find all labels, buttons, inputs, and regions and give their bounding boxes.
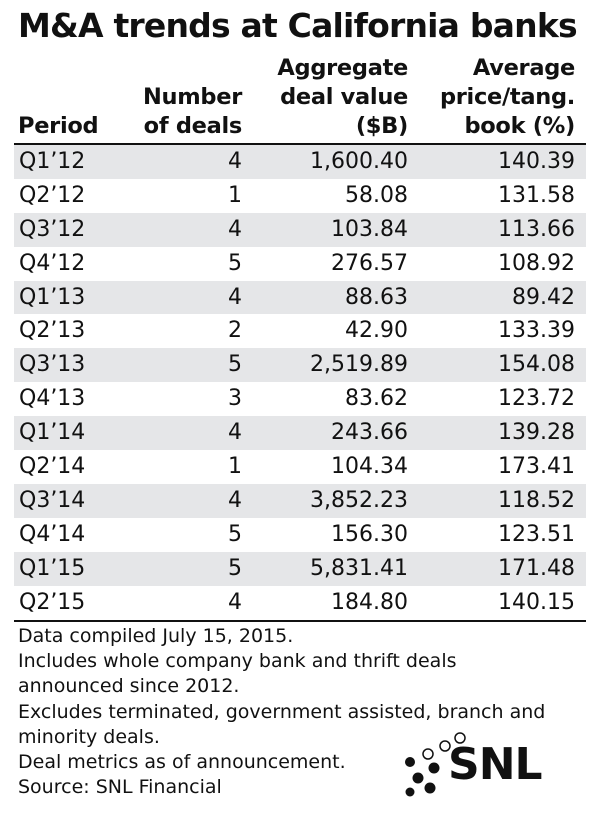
cell-period: Q4’12 bbox=[19, 250, 86, 276]
cell-aggregate-value: 42.90 bbox=[345, 318, 408, 344]
cell-aggregate-value: 58.08 bbox=[345, 182, 408, 208]
cell-aggregate-value: 83.62 bbox=[345, 386, 408, 412]
cell-number-of-deals: 4 bbox=[228, 487, 242, 513]
cell-period: Q1’13 bbox=[19, 284, 86, 310]
cell-average-price: 173.41 bbox=[498, 454, 575, 480]
table-row bbox=[14, 484, 586, 518]
cell-period: Q3’14 bbox=[19, 487, 86, 513]
cell-average-price: 140.39 bbox=[498, 149, 575, 174]
cell-aggregate-value: 156.30 bbox=[331, 521, 408, 547]
table-row bbox=[14, 450, 586, 484]
cell-aggregate-value: 5,831.41 bbox=[310, 555, 408, 581]
cell-period: Q1’14 bbox=[19, 420, 86, 446]
note-line: Excludes terminated, government assisted, branch and minority deals. bbox=[18, 700, 546, 748]
logo-text: SNL bbox=[448, 739, 542, 790]
table-row bbox=[14, 348, 586, 382]
header-number-of-deals bbox=[143, 83, 242, 141]
cell-period: Q2’14 bbox=[19, 454, 86, 480]
cell-aggregate-value: 103.84 bbox=[331, 216, 408, 242]
cell-aggregate-value: 88.63 bbox=[345, 284, 408, 310]
cell-number-of-deals: 4 bbox=[228, 420, 242, 446]
cell-aggregate-value: 184.80 bbox=[331, 589, 408, 615]
cell-period: Q3’12 bbox=[19, 216, 86, 242]
header-period: Period bbox=[18, 113, 99, 139]
header-average-price bbox=[440, 54, 575, 141]
table-row bbox=[14, 247, 586, 281]
cell-number-of-deals: 5 bbox=[228, 250, 242, 276]
header-line: Number bbox=[143, 84, 242, 110]
header-aggregate-value bbox=[277, 54, 408, 141]
table-row bbox=[14, 382, 586, 416]
cell-number-of-deals: 5 bbox=[228, 352, 242, 378]
data-table bbox=[14, 145, 586, 619]
page-title: M&A trends at California banks bbox=[18, 6, 577, 45]
header-line: deal value bbox=[280, 84, 408, 110]
cell-average-price: 108.92 bbox=[498, 250, 575, 276]
table-row bbox=[14, 213, 586, 247]
cell-average-price: 154.08 bbox=[498, 352, 575, 378]
cell-period: Q1’12 bbox=[19, 149, 86, 174]
cell-aggregate-value: 3,852.23 bbox=[310, 487, 408, 513]
cell-average-price: 139.28 bbox=[498, 420, 575, 446]
cell-number-of-deals: 4 bbox=[228, 216, 242, 242]
header-line: book (%) bbox=[464, 113, 575, 139]
note-line: Deal metrics as of announcement. bbox=[18, 751, 346, 774]
table-row bbox=[14, 314, 586, 348]
cell-number-of-deals: 3 bbox=[228, 386, 242, 412]
footer-divider bbox=[14, 620, 586, 622]
cell-period: Q4’14 bbox=[19, 521, 86, 547]
cell-aggregate-value: 1,600.40 bbox=[310, 149, 408, 174]
cell-average-price: 140.15 bbox=[498, 589, 575, 615]
note-line: Source: SNL Financial bbox=[18, 776, 222, 799]
cell-aggregate-value: 243.66 bbox=[331, 420, 408, 446]
table-row bbox=[14, 518, 586, 552]
header-line: ($B) bbox=[355, 113, 408, 139]
header-line: Average bbox=[472, 55, 575, 81]
cell-period: Q2’12 bbox=[19, 182, 86, 208]
cell-average-price: 89.42 bbox=[512, 284, 575, 310]
note-line: Data compiled July 15, 2015. bbox=[18, 625, 294, 647]
cell-period: Q4’13 bbox=[19, 386, 86, 412]
table-row bbox=[14, 552, 586, 586]
cell-number-of-deals: 5 bbox=[228, 521, 242, 547]
table-row bbox=[14, 586, 586, 620]
cell-number-of-deals: 1 bbox=[228, 454, 242, 480]
cell-period: Q3’13 bbox=[19, 352, 86, 378]
cell-average-price: 171.48 bbox=[498, 555, 575, 581]
header-line: of deals bbox=[143, 113, 242, 139]
header-line: price/tang. bbox=[439, 84, 575, 110]
cell-average-price: 123.72 bbox=[498, 386, 575, 412]
cell-average-price: 123.51 bbox=[498, 521, 575, 547]
cell-number-of-deals: 5 bbox=[228, 555, 242, 581]
cell-number-of-deals: 4 bbox=[228, 149, 242, 174]
table-row bbox=[14, 145, 586, 179]
cell-period: Q1’15 bbox=[19, 555, 86, 581]
note-line: Includes whole company bank and thrift deals announced since 2012. bbox=[18, 650, 457, 698]
cell-period: Q2’15 bbox=[19, 589, 86, 615]
cell-number-of-deals: 2 bbox=[228, 318, 242, 344]
cell-average-price: 113.66 bbox=[498, 216, 575, 242]
cell-average-price: 133.39 bbox=[498, 318, 575, 344]
cell-aggregate-value: 104.34 bbox=[331, 454, 408, 480]
table-row bbox=[14, 281, 586, 315]
cell-aggregate-value: 276.57 bbox=[331, 250, 408, 276]
cell-number-of-deals: 4 bbox=[228, 284, 242, 310]
cell-number-of-deals: 4 bbox=[228, 589, 242, 615]
table-row bbox=[14, 179, 586, 213]
cell-aggregate-value: 2,519.89 bbox=[310, 352, 408, 378]
cell-average-price: 118.52 bbox=[498, 487, 575, 513]
table-row bbox=[14, 416, 586, 450]
cell-number-of-deals: 1 bbox=[228, 182, 242, 208]
cell-period: Q2’13 bbox=[19, 318, 86, 344]
header-line: Aggregate bbox=[277, 55, 408, 81]
cell-average-price: 131.58 bbox=[498, 182, 575, 208]
